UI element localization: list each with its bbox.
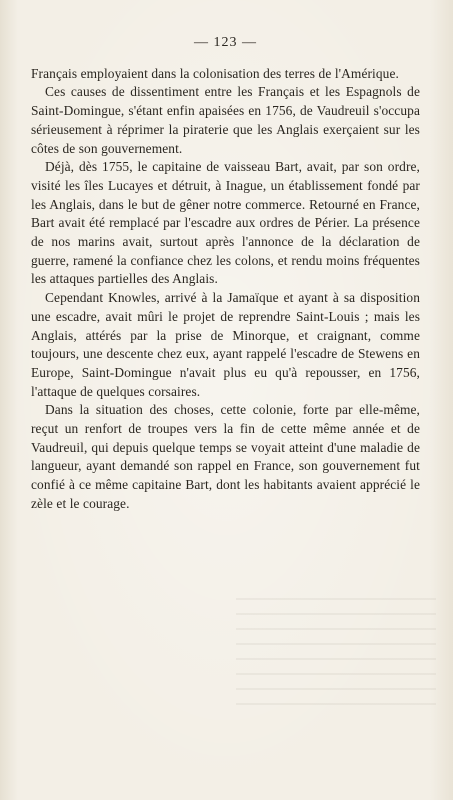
paragraph-4: Cependant Knowles, arrivé à la Jamaïque et ayant à sa disposition une escadre, avait mûri le projet de reprendre Saint-Louis ; mais les Anglais, attérés par la prise de Minorque, et craignant, comme toujours, une descente chez eux, ayant rappelé l'escadre de Stewens en Europe, Saint-Domingue n'avait plus eu qu'à repousser, en 1756, l'attaque de quelques corsaires.: [31, 290, 420, 399]
paragraph-3: Déjà, dès 1755, le capitaine de vaisseau Bart, avait, par son ordre, visité les îles Lucayes et détruit, à Inague, un établissement fondé par les Anglais, dans le but de gêner notre commerce. Retourné en France, Bart avait été remplacé par l'escadre aux ordres de Périer. La présence de nos marins avait, surtout après l'annonce de la déclaration de guerre, ramené la confiance chez les colons, et rendu moins fréquentes les attaques partielles des Anglais.: [31, 159, 420, 287]
paragraph-1: Français employaient dans la colonisation des terres de l'Amérique.: [31, 65, 399, 81]
page-text: [31, 34, 420, 514]
page-number: — 123 —: [194, 35, 257, 50]
paragraph-2: Ces causes de dissentiment entre les Français et les Espagnols de Saint-Domingue, s'étant enfin apaisées en 1756, de Vaudreuil s'occupa sérieusement à réprimer la piraterie que les Anglais exerçaient sur les côtes de son gouvernement.: [31, 84, 420, 156]
bleed-through-texture: [236, 598, 436, 718]
paragraph-5: Dans la situation des choses, cette colonie, forte par elle-même, reçut un renfort de troupes vers la fin de cette même année et de Vaudreuil, qui depuis quelque temps se voyait atteint d'une maladie de langueur, ayant demandé son rappel en France, son gouvernement fut confié à ce même capitaine Bart, dont les habitants avaient apprécié le zèle et le courage.: [31, 402, 420, 511]
